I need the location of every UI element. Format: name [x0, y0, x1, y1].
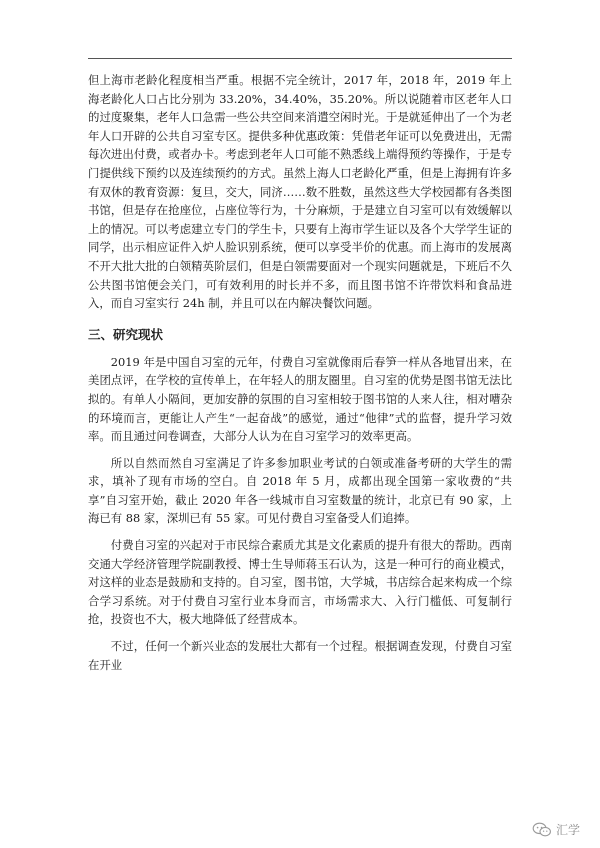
watermark-text: 汇学 [555, 823, 580, 837]
header-rule [88, 58, 512, 59]
paragraph: 不过，任何一个新兴业态的发展壮大都有一个过程。根据调查发现，付费自习室在开业 [88, 639, 512, 672]
paragraph: 2019 年是中国自习室的元年，付费自习室就像雨后春笋一样从各地冒出来，在美团点评，在学校的宣传单上，在年轻人的朋友圈里。自习室的优势是图书馆无法比拟的。有单人小隔间，更加安静的氛围的自习室相较于图书馆的人来人往，相对嘈杂的环境而言，更能让人产生“一起奋战”的感觉，通过“他律”式的监督，提升学习效率。而且通过问卷调查，大部分人认为在自习室学习的效率更高。 [88, 354, 512, 444]
paragraph: 付费自习室的兴起对于市民综合素质尤其是文化素质的提升有很大的帮助。西南交通大学经济管理学院副教授、博士生导师蒋玉石认为，这是一种可行的商业模式，对这样的业态是鼓励和支持的。自习室，图书馆，大学城，书店综合起来构成一个综合学习系统。对于付费自习室行业本身而言，市场需求大、入行门槛低、可复制行抢，投资也不大，极大地降低了经营成本。 [88, 538, 512, 627]
watermark [532, 821, 580, 838]
paragraph: 但上海市老龄化程度相当严重。根据不完全统计，2017 年，2018 年，2019 年上海老龄化人口占比分别为 33.20%，34.40%，35.20%。所以说随着市区老年人口的过度聚集，老年人口急需一些公共空间来消遣空闲时光。于是就延伸出了一个为老年人口开辟的公共自习室专区。提供多种优惠政策：凭借老年证可以免费进出，无需每次进出付费，或者办卡。考虑到老年人口可能不熟悉线上端得预约等操作，于是专门提供线下预约以及连续预约的方式。虽然上海人口老龄化严重，但是上海拥有许多有双休的教育资源：复旦，交大，同济……数不胜数，虽然这些大学校园都有各类图书馆，但是存在抢座位，占座位等行为，十分麻烦，于是建立自习室可以有效缓解以上的情况。可以考虑建立专门的学生卡，只要有上海市学生证以及各个大学学生证的同学，出示相应证件入炉人脸识别系统，便可以享受半价的优惠。而上海市的发展离不开大批大批的白领精英阶层们，但是白领需要面对一个现实问题就是，下班后不久公共图书馆便会关门，可有效利用的时长并不多，而且图书馆不许带饮料和食品进入，而自习室实行 24h 制，并且可以在内解决餐饮问题。 [88, 73, 512, 311]
section-heading: 三、研究现状 [88, 326, 164, 342]
document-body [88, 71, 512, 674]
wechat-icon [532, 822, 552, 838]
paragraph: 所以自然而然自习室满足了许多参加职业考试的白领或准备考研的大学生的需求，填补了现有市场的空白。自 2018 年 5 月，成都出现全国第一家收费的“共享”自习室开始，截止 2020 年各一线城市自习室数量的统计，北京已有 90 家，上海已有 88 家，深圳已有 55 家。可见付费自习室备受人们追捧。 [88, 455, 512, 526]
